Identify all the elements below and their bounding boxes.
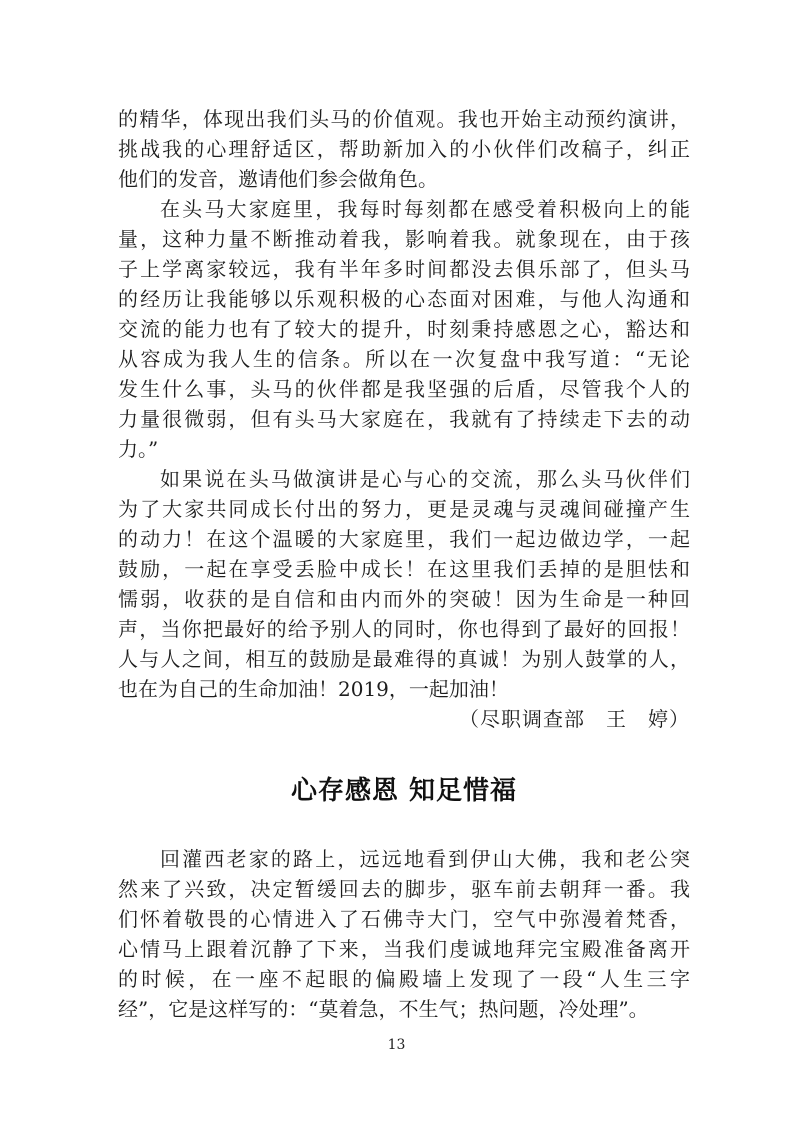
text-line: 在头马大家庭里，我每时每刻都在感受着积极向上的能 <box>160 197 690 221</box>
text-line: 从容成为我人生的信条。所以在一次复盘中我写道：“无论 <box>118 347 690 371</box>
text-line: 发生什么事，头马的伙伴都是我坚强的后盾，尽管我个人的 <box>118 377 690 401</box>
text-line: 鼓励，一起在享受丢脸中成长！在这里我们丢掉的是胆怯和 <box>118 557 690 581</box>
page-number: 13 <box>387 1037 406 1053</box>
text-line: 们怀着敬畏的心情进入了石佛寺大门，空气中弥漫着梵香， <box>118 907 690 931</box>
text-line: 挑战我的心理舒适区，帮助新加入的小伙伴们改稿子，纠正 <box>118 137 690 161</box>
text-line: 力。” <box>118 437 159 461</box>
text-line: 的精华，体现出我们头马的价值观。我也开始主动预约演讲， <box>118 107 690 131</box>
paragraph-continuation <box>118 104 690 194</box>
text-line: 经”，它是这样写的：“莫着急，不生气；热问题，冷处理”。 <box>118 997 649 1021</box>
text-line: 懦弱，收获的是自信和由内而外的突破！因为生命是一种回 <box>118 587 690 611</box>
article-title: 心存感恩 知足惜福 <box>290 776 518 806</box>
text-line: 声，当你把最好的给予别人的同时，你也得到了最好的回报！ <box>118 617 690 641</box>
text-line: 他们的发音，邀请他们参会做角色。 <box>118 167 438 191</box>
text-line: 然来了兴致，决定暂缓回去的脚步，驱车前去朝拜一番。我 <box>118 877 690 901</box>
text-line: 的动力！在这个温暖的大家庭里，我们一起边做边学，一起 <box>118 527 690 551</box>
text-line: 力量很微弱，但有头马大家庭在，我就有了持续走下去的动 <box>118 407 690 431</box>
text-line: 子上学离家较远，我有半年多时间都没去俱乐部了，但头马 <box>118 257 690 281</box>
text-line: 为了大家共同成长付出的努力，更是灵魂与灵魂间碰撞产生 <box>118 497 690 521</box>
paragraph <box>118 844 690 1024</box>
text-line: 也在为自己的生命加油！2019，一起加油！ <box>118 677 509 701</box>
paragraph <box>118 464 690 704</box>
text-line: 的经历让我能够以乐观积极的心态面对困难，与他人沟通和 <box>118 287 690 311</box>
article-attribution: （尽职调查部 王 婷） <box>459 707 690 731</box>
text-line: 量，这种力量不断推动着我，影响着我。就象现在，由于孩 <box>118 227 690 251</box>
text-line: 心情马上跟着沉静了下来，当我们虔诚地拜完宝殿准备离开 <box>118 937 690 961</box>
text-line: 人与人之间，相互的鼓励是最难得的真诚！为别人鼓掌的人， <box>118 647 690 671</box>
paragraph <box>118 194 690 464</box>
text-line: 交流的能力也有了较大的提升，时刻秉持感恩之心，豁达和 <box>118 317 690 341</box>
text-line: 的时候，在一座不起眼的偏殿墙上发现了一段“人生三字 <box>118 967 690 991</box>
text-line: 如果说在头马做演讲是心与心的交流，那么头马伙伴们 <box>160 467 690 491</box>
text-line: 回灌西老家的路上，远远地看到伊山大佛，我和老公突 <box>160 847 690 871</box>
page-content <box>118 104 690 1024</box>
